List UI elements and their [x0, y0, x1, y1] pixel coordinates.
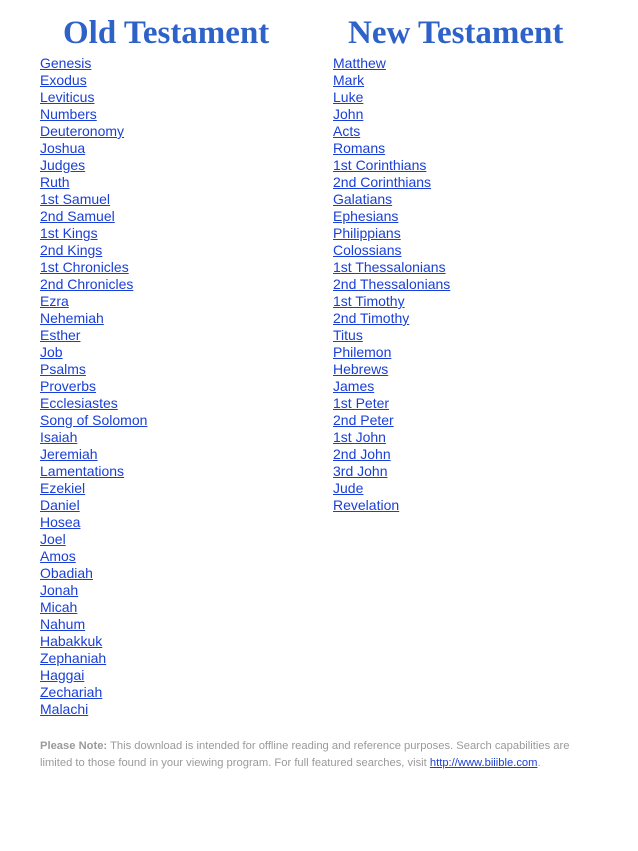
old-testament-book-link[interactable]: Obadiah: [40, 565, 93, 581]
book-list-item: [333, 497, 450, 514]
book-list-item: [40, 89, 147, 106]
book-list-item: [40, 157, 147, 174]
new-testament-book-link[interactable]: 1st Peter: [333, 395, 390, 411]
old-testament-book-list: [40, 55, 147, 718]
old-testament-book-link[interactable]: Exodus: [40, 72, 87, 88]
new-testament-book-link[interactable]: Revelation: [333, 497, 400, 513]
book-list-item: [40, 514, 147, 531]
book-list-item: [333, 327, 450, 344]
old-testament-book-link[interactable]: Ecclesiastes: [40, 395, 118, 411]
book-list-item: [40, 242, 147, 259]
book-list-item: [333, 55, 450, 72]
old-testament-book-link[interactable]: Deuteronomy: [40, 123, 125, 139]
book-list-item: [40, 123, 147, 140]
book-list-item: [40, 480, 147, 497]
book-list-item: [40, 429, 147, 446]
old-testament-book-link[interactable]: 1st Chronicles: [40, 259, 129, 275]
book-list-item: [333, 89, 450, 106]
old-testament-book-link[interactable]: Daniel: [40, 497, 80, 513]
new-testament-book-link[interactable]: Matthew: [333, 55, 386, 71]
note-label: Please Note:: [40, 740, 108, 752]
book-list-item: [40, 667, 147, 684]
note-text: This download is intended for offline reading and reference purposes. Search capabilities are limited to those found in your viewing program. For full featured searches, visit: [40, 740, 570, 769]
book-list-item: [333, 446, 450, 463]
book-list-item: [40, 582, 147, 599]
book-list-item: [40, 616, 147, 633]
old-testament-book-link[interactable]: Nahum: [40, 616, 86, 632]
book-list-item: [40, 293, 147, 310]
old-testament-book-link[interactable]: Genesis: [40, 55, 92, 71]
book-list-item: [40, 174, 147, 191]
old-testament-book-link[interactable]: Psalms: [40, 361, 86, 377]
book-list-item: [40, 225, 147, 242]
old-testament-book-link[interactable]: Jeremiah: [40, 446, 98, 462]
book-list-item: [40, 395, 147, 412]
book-list-item: [40, 548, 147, 565]
book-list-item: [333, 140, 450, 157]
new-testament-book-link[interactable]: Acts: [333, 123, 361, 139]
book-list-item: [40, 310, 147, 327]
book-list-item: [333, 480, 450, 497]
book-list-item: [333, 123, 450, 140]
book-list-item: [333, 395, 450, 412]
book-list-item: [40, 701, 147, 718]
new-testament-book-link[interactable]: Ephesians: [333, 208, 399, 224]
book-list-item: [333, 463, 450, 480]
download-note: [40, 738, 600, 772]
book-list-item: [40, 259, 147, 276]
book-list-item: [40, 633, 147, 650]
book-list-item: [40, 106, 147, 123]
new-testament-book-link[interactable]: 1st Timothy: [333, 293, 405, 309]
old-testament-book-link[interactable]: 2nd Samuel: [40, 208, 115, 224]
book-list-item: [333, 344, 450, 361]
book-list-item: [40, 412, 147, 429]
old-testament-book-link[interactable]: Judges: [40, 157, 86, 173]
book-list-item: [40, 531, 147, 548]
new-testament-book-link[interactable]: Titus: [333, 327, 363, 343]
new-testament-book-link[interactable]: 1st Corinthians: [333, 157, 427, 173]
new-testament-book-list: [333, 55, 450, 514]
old-testament-book-link[interactable]: Zephaniah: [40, 650, 107, 666]
book-list-item: [333, 293, 450, 310]
book-list-item: [333, 412, 450, 429]
book-list-item: [333, 72, 450, 89]
book-list-item: [40, 72, 147, 89]
old-testament-book-link[interactable]: Amos: [40, 548, 76, 564]
book-list-item: [333, 378, 450, 395]
new-testament-book-link[interactable]: 2nd Corinthians: [333, 174, 432, 190]
old-testament-book-link[interactable]: Isaiah: [40, 429, 78, 445]
book-list-item: [333, 106, 450, 123]
old-testament-book-link[interactable]: Habakkuk: [40, 633, 103, 649]
note-end: .: [537, 757, 541, 769]
old-testament-book-link[interactable]: Jonah: [40, 582, 79, 598]
book-list-item: [333, 208, 450, 225]
old-testament-book-link[interactable]: 1st Samuel: [40, 191, 111, 207]
website-link[interactable]: http://www.biiible.com: [429, 757, 538, 769]
old-testament-book-link[interactable]: Leviticus: [40, 89, 95, 105]
book-list-item: [40, 327, 147, 344]
new-testament-book-link[interactable]: Jude: [333, 480, 364, 496]
old-testament-book-link[interactable]: Haggai: [40, 667, 85, 683]
new-testament-book-link[interactable]: Philippians: [333, 225, 401, 241]
book-list-item: [40, 208, 147, 225]
book-list-item: [40, 650, 147, 667]
old-testament-book-link[interactable]: Joshua: [40, 140, 86, 156]
new-testament-book-link[interactable]: John: [333, 106, 364, 122]
book-list-item: [40, 497, 147, 514]
new-testament-book-link[interactable]: 3rd John: [333, 463, 388, 479]
book-list-item: [40, 361, 147, 378]
book-list-item: [40, 378, 147, 395]
book-list-item: [40, 684, 147, 701]
old-testament-book-link[interactable]: 1st Kings: [40, 225, 98, 241]
book-list-item: [40, 344, 147, 361]
old-testament-book-link[interactable]: Ruth: [40, 174, 70, 190]
new-testament-book-link[interactable]: 2nd Peter: [333, 412, 394, 428]
old-testament-book-link[interactable]: Nehemiah: [40, 310, 104, 326]
old-testament-book-link[interactable]: Proverbs: [40, 378, 97, 394]
book-list-item: [40, 140, 147, 157]
book-list-item: [333, 225, 450, 242]
old-testament-book-link[interactable]: Zechariah: [40, 684, 103, 700]
new-testament-book-link[interactable]: 1st Thessalonians: [333, 259, 446, 275]
book-list-item: [333, 242, 450, 259]
old-testament-book-link[interactable]: 2nd Kings: [40, 242, 103, 258]
old-testament-book-link[interactable]: Ezra: [40, 293, 69, 309]
new-testament-book-link[interactable]: 2nd Thessalonians: [333, 276, 451, 292]
old-testament-book-link[interactable]: 2nd Chronicles: [40, 276, 134, 292]
book-list-item: [333, 310, 450, 327]
new-testament-book-link[interactable]: 2nd John: [333, 446, 391, 462]
book-list-item: [40, 599, 147, 616]
book-list-item: [40, 446, 147, 463]
book-list-item: [333, 276, 450, 293]
old-testament-book-link[interactable]: Numbers: [40, 106, 97, 122]
book-list-item: [333, 157, 450, 174]
book-list-item: [40, 276, 147, 293]
new-testament-book-link[interactable]: Mark: [333, 72, 365, 88]
new-testament-book-link[interactable]: Colossians: [333, 242, 402, 258]
old-testament-book-link[interactable]: Ezekiel: [40, 480, 86, 496]
new-testament-book-link[interactable]: James: [333, 378, 375, 394]
new-testament-book-link[interactable]: Hebrews: [333, 361, 389, 377]
new-testament-book-link[interactable]: Romans: [333, 140, 386, 156]
book-list-item: [40, 565, 147, 582]
new-testament-book-link[interactable]: Galatians: [333, 191, 393, 207]
book-list-item: [333, 361, 450, 378]
new-testament-book-link[interactable]: Luke: [333, 89, 364, 105]
book-list-item: [40, 55, 147, 72]
book-list-item: [333, 259, 450, 276]
new-testament-book-link[interactable]: 1st John: [333, 429, 386, 445]
old-testament-book-link[interactable]: Lamentations: [40, 463, 125, 479]
old-testament-book-link[interactable]: Joel: [40, 531, 66, 547]
old-testament-book-link[interactable]: Malachi: [40, 701, 89, 717]
new-testament-book-link[interactable]: Philemon: [333, 344, 392, 360]
book-list-item: [40, 191, 147, 208]
new-testament-book-link[interactable]: 2nd Timothy: [333, 310, 410, 326]
old-testament-book-link[interactable]: Micah: [40, 599, 78, 615]
book-list-item: [333, 174, 450, 191]
new-testament-heading: New Testament: [348, 15, 564, 51]
old-testament-heading: Old Testament: [63, 15, 270, 51]
old-testament-book-link[interactable]: Song of Solomon: [40, 412, 148, 428]
old-testament-book-link[interactable]: Esther: [40, 327, 81, 343]
book-list-item: [333, 429, 450, 446]
old-testament-book-link[interactable]: Hosea: [40, 514, 81, 530]
book-list-item: [40, 463, 147, 480]
old-testament-book-link[interactable]: Job: [40, 344, 63, 360]
book-list-item: [333, 191, 450, 208]
